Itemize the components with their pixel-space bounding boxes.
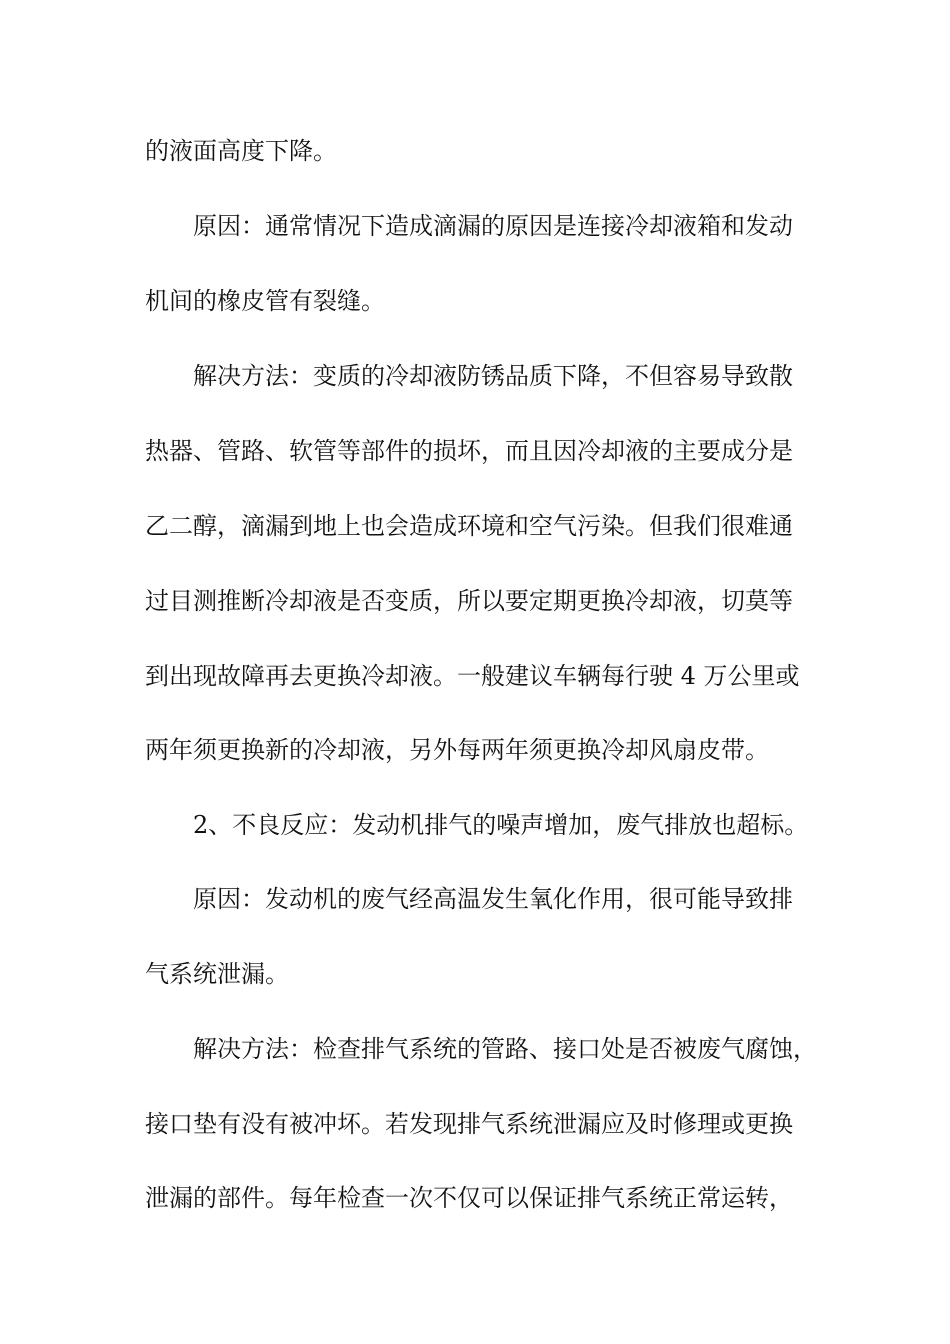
text-line: 热器、管路、软管等部件的损坏，而且因冷却液的主要成分是	[145, 437, 793, 465]
paragraph-start-line: 原因：发动机的废气经高温发生氧化作用，很可能导致排	[193, 885, 793, 913]
text-line: 的液面高度下降。	[145, 137, 337, 165]
text-line: 气系统泄漏。	[145, 960, 289, 988]
text-line: 两年须更换新的冷却液，另外每两年须更换冷却风扇皮带。	[145, 736, 769, 764]
paragraph-start-line: 2、不良反应：发动机排气的噪声增加，废气排放也超标。	[193, 811, 809, 839]
text-line: 过目测推断冷却液是否变质，所以要定期更换冷却液，切莫等	[145, 587, 793, 615]
paragraph-start-line: 解决方法：检查排气系统的管路、接口处是否被废气腐蚀，	[193, 1035, 817, 1063]
text-line: 接口垫有没有被冲坏。若发现排气系统泄漏应及时修理或更换	[145, 1110, 793, 1138]
text-line: 到出现故障再去更换冷却液。一般建议车辆每行驶 4 万公里或	[145, 662, 800, 690]
text-line: 泄漏的部件。每年检查一次不仅可以保证排气系统正常运转，	[145, 1184, 793, 1212]
text-line: 机间的橡皮管有裂缝。	[145, 287, 385, 315]
paragraph-start-line: 原因：通常情况下造成滴漏的原因是连接冷却液箱和发动	[193, 212, 793, 240]
paragraph-start-line: 解决方法：变质的冷却液防锈品质下降，不但容易导致散	[193, 362, 793, 390]
text-line: 乙二醇，滴漏到地上也会造成环境和空气污染。但我们很难通	[145, 512, 793, 540]
